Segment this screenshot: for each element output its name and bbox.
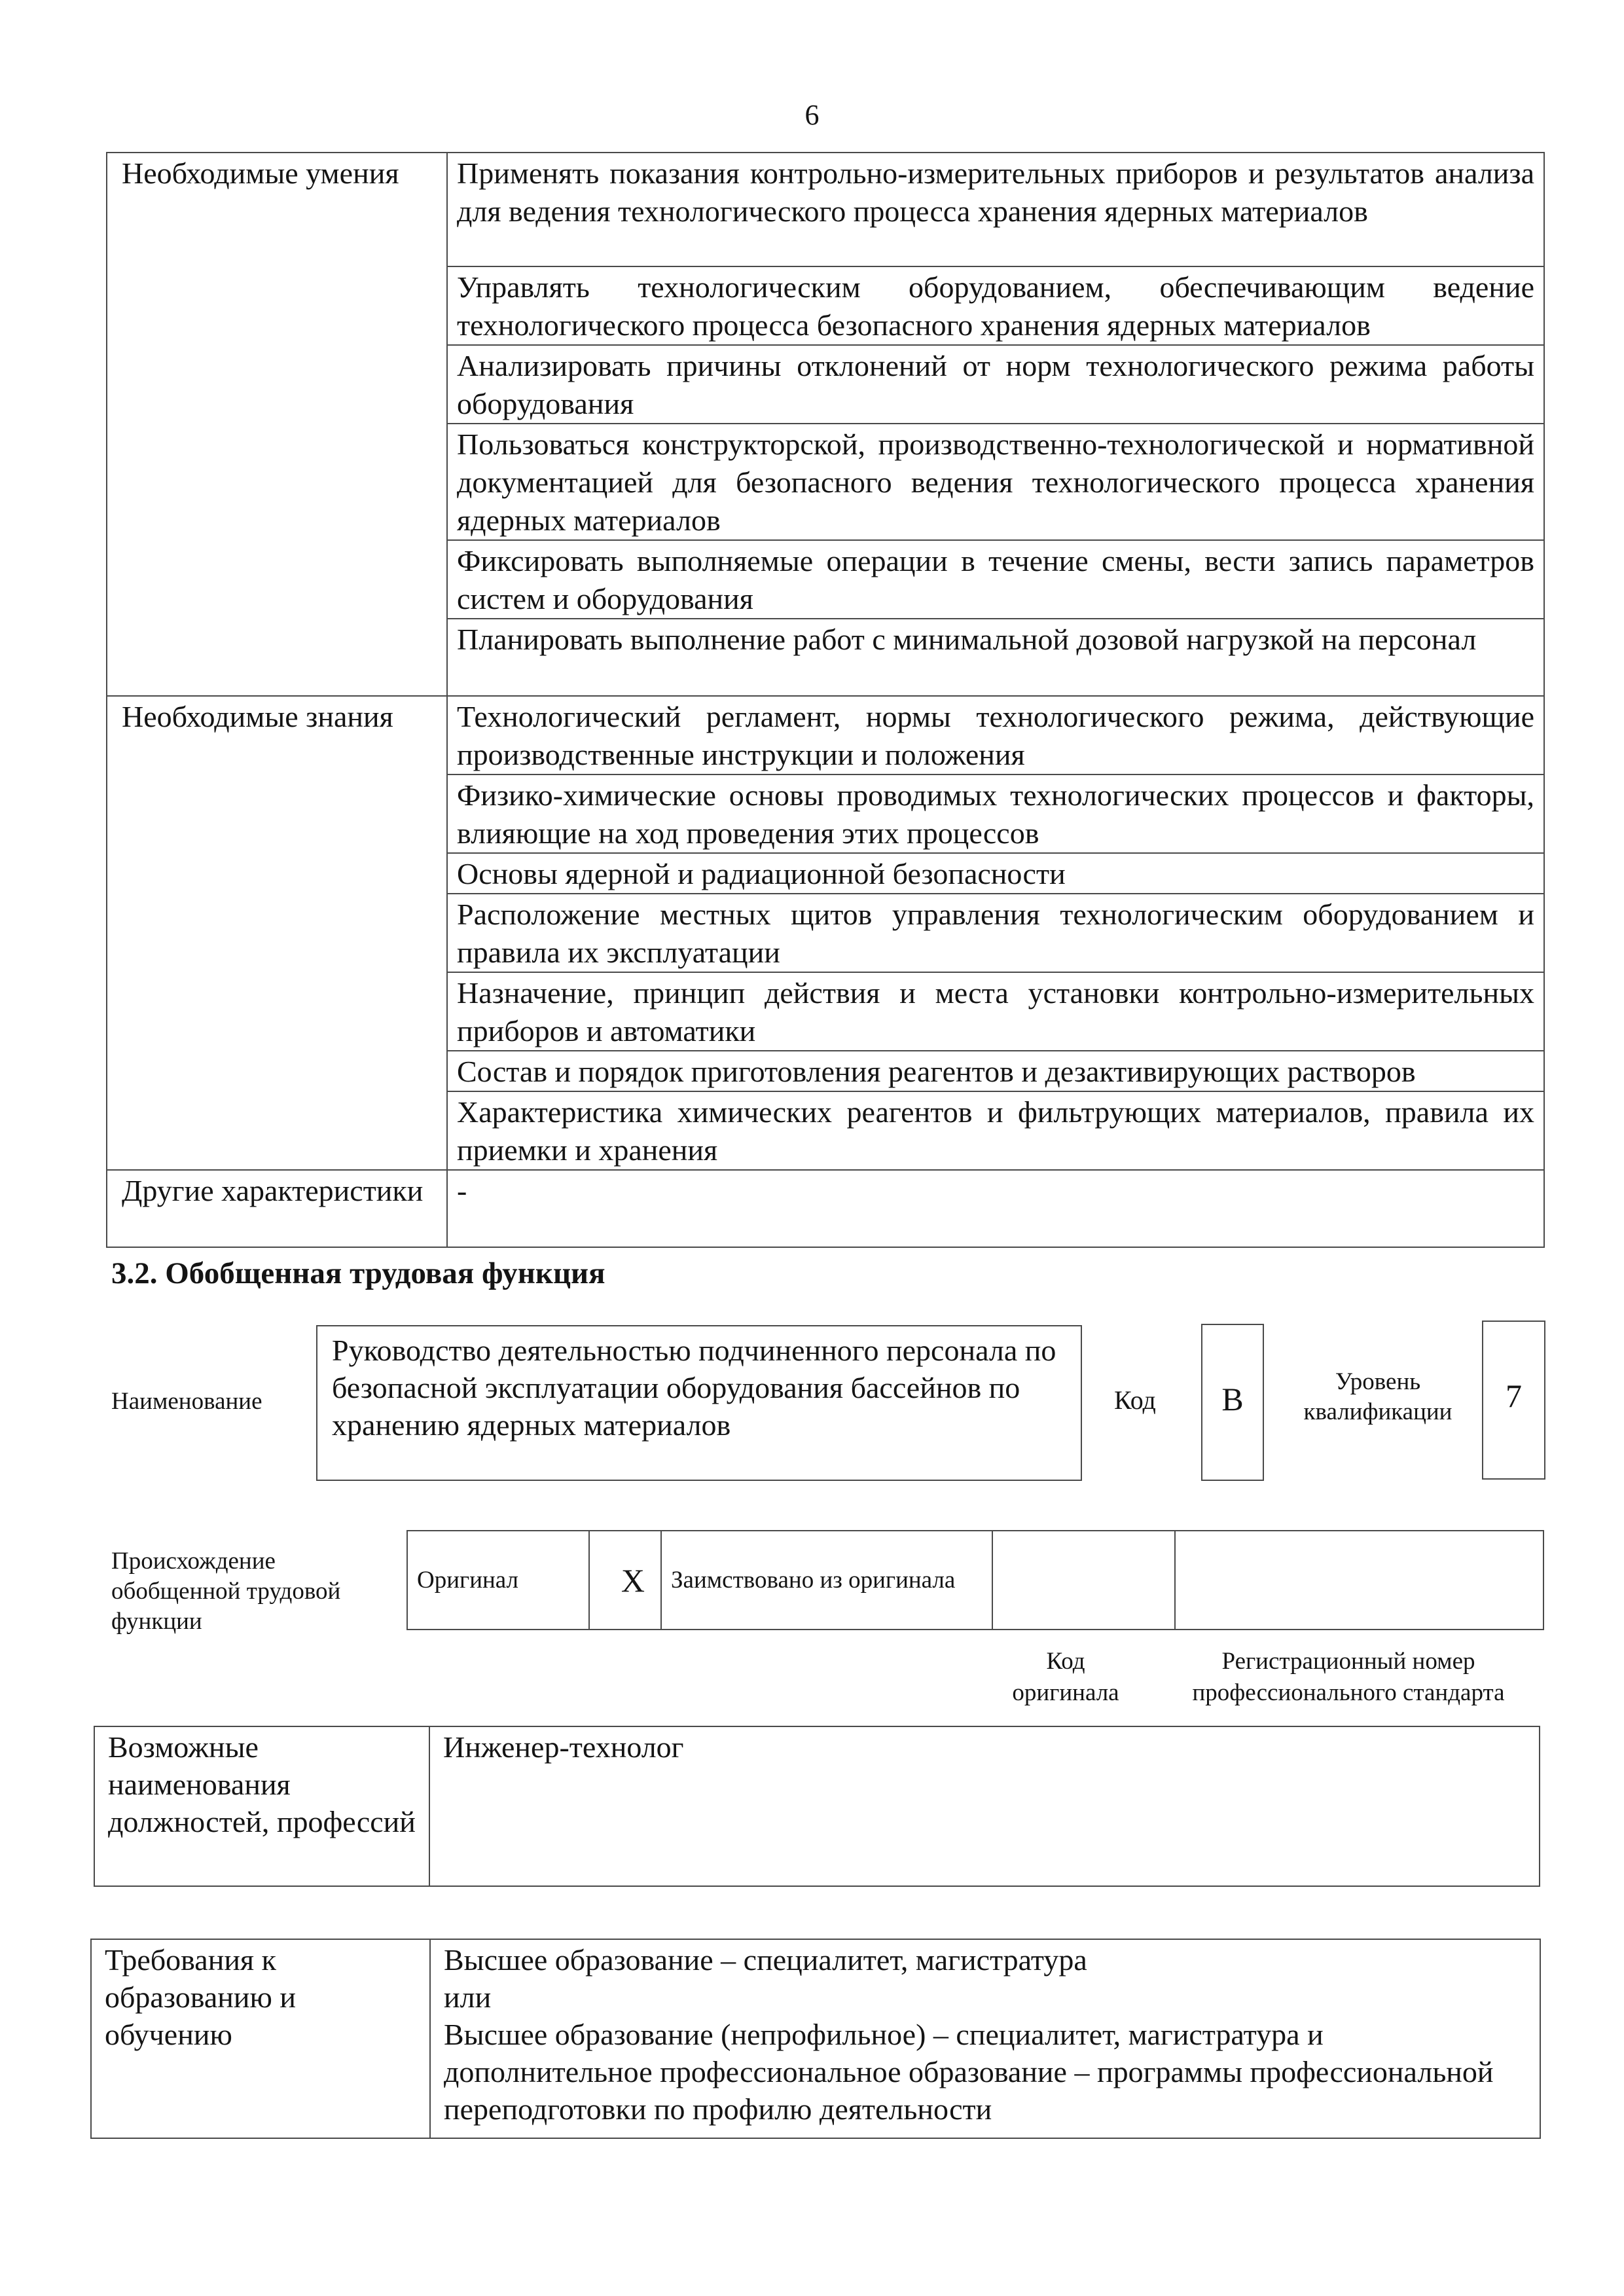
caption-registration-number [1152,1646,1545,1709]
skill-item: Применять показания контрольно-измерительных приборов и результатов анализа для ведения технологического процесса хранения ядерных материалов [447,153,1544,266]
knowledge-item: Основы ядерной и радиационной безопасности [447,853,1544,894]
section-heading: 3.2. Обобщенная трудовая функция [111,1256,605,1290]
positions-table [94,1726,1540,1887]
original-label: Оригинал [407,1531,589,1630]
table-row [107,1170,1544,1247]
caption-line: профессионального стандарта [1192,1679,1505,1706]
education-line: Высшее образование (непрофильное) – специалитет, магистратура и дополнительное профессиональное образование – программы профессиональной переподготовки по профилю деятельности [444,2018,1494,2126]
original-mark: X [589,1531,661,1630]
other-item: - [447,1170,1544,1247]
knowledge-item: Характеристика химических реагентов и фильтрующих материалов, правила их приемки и хранения [447,1091,1544,1170]
caption-line: Код [1046,1648,1085,1675]
education-line: или [444,1980,492,2014]
origin-table [406,1530,1544,1630]
origin-label [111,1546,340,1637]
name-value-box: Руководство деятельностью подчиненного персонала по безопасной эксплуатации оборудования бассейнов по хранению ядерных материалов [316,1325,1082,1481]
level-value-box: 7 [1482,1321,1545,1480]
skill-item: Управлять технологическим оборудованием, обеспечивающим ведение технологического процесса безопасного хранения ядерных материалов [447,266,1544,345]
caption-line: оригинала [1012,1679,1119,1706]
knowledge-item: Технологический регламент, нормы технологического режима, действующие производственные инструкции и положения [447,696,1544,774]
knowledge-item: Состав и порядок приготовления реагентов и дезактивирующих растворов [447,1051,1544,1091]
code-value-box: B [1201,1324,1264,1481]
table-row [91,1939,1540,2138]
code-label: Код [1114,1385,1156,1415]
origin-label-line: обобщенной трудовой [111,1578,341,1605]
caption-original-code [984,1646,1147,1709]
education-label: Требования к образованию и обучению [91,1939,430,2138]
table-row [107,696,1544,774]
knowledge-label: Необходимые знания [107,696,447,1170]
origin-label-line: функции [111,1608,202,1635]
education-line: Высшее образование – специалитет, магистратура [444,1943,1087,1977]
skill-item: Планировать выполнение работ с минимальной дозовой нагрузкой на персонал [447,619,1544,696]
knowledge-item: Физико-химические основы проводимых технологических процессов и факторы, влияющие на ход проведения этих процессов [447,774,1544,853]
table-row [94,1726,1540,1886]
origin-label-line: Происхождение [111,1548,276,1575]
positions-value: Инженер-технолог [429,1726,1540,1886]
page-number: 6 [804,99,820,131]
skill-item: Пользоваться конструкторской, производственно-технологической и нормативной документацией для безопасного ведения технологического процесса хранения ядерных материалов [447,424,1544,540]
skill-item: Фиксировать выполняемые операции в течение смены, вести запись параметров систем и оборудования [447,540,1544,619]
education-value [430,1939,1540,2138]
registration-number-cell [1175,1531,1543,1630]
other-label: Другие характеристики [107,1170,447,1247]
level-label-line: квалификации [1303,1398,1453,1425]
education-table [90,1939,1541,2139]
level-label-line: Уровень [1335,1368,1421,1395]
table-row [107,153,1544,266]
table-row [407,1531,1543,1630]
skills-label: Необходимые умения [107,153,447,696]
name-label: Наименование [111,1388,262,1415]
knowledge-item: Назначение, принцип действия и места установки контрольно-измерительных приборов и автоматики [447,972,1544,1051]
skill-item: Анализировать причины отклонений от норм технологического режима работы оборудования [447,345,1544,424]
caption-line: Регистрационный номер [1221,1648,1475,1675]
original-code-cell [992,1531,1175,1630]
knowledge-item: Расположение местных щитов управления технологическим оборудованием и правила их эксплуатации [447,894,1544,972]
skills-knowledge-table [106,152,1545,1248]
borrowed-label: Заимствовано из оригинала [661,1531,992,1630]
positions-label: Возможные наименования должностей, профессий [94,1726,429,1886]
level-label [1293,1367,1463,1427]
